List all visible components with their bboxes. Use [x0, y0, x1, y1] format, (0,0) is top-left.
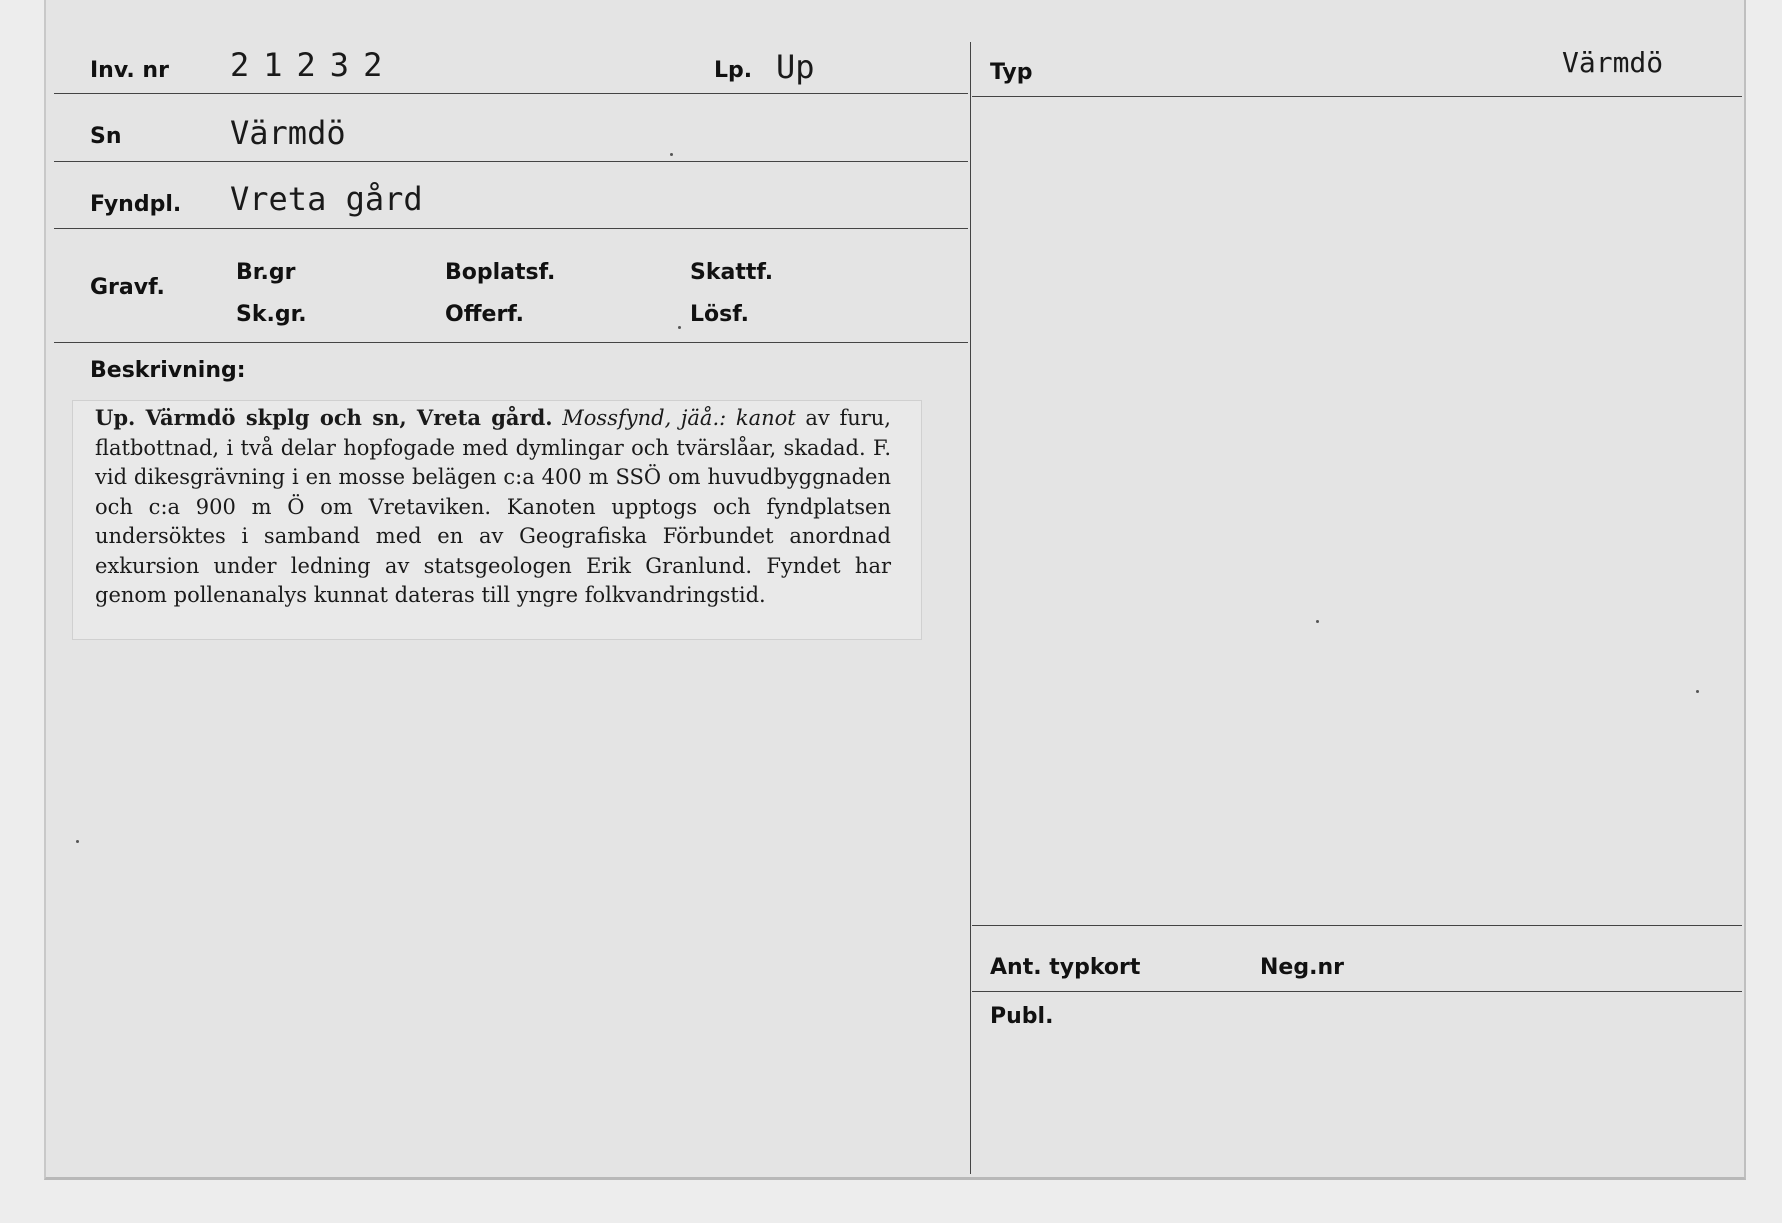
- beskrivning-label: Beskrivning:: [90, 358, 246, 383]
- sn-value: Värmdö: [230, 114, 346, 152]
- sn-label: Sn: [90, 124, 122, 149]
- rule-typkort-top: [972, 925, 1742, 926]
- lp-label: Lp.: [714, 58, 753, 83]
- scan-speck: [76, 840, 79, 843]
- gravf-label: Gravf.: [90, 275, 165, 300]
- lp-value: Up: [776, 48, 815, 86]
- skgr-label: Sk.gr.: [236, 302, 307, 327]
- rule-fyndpl: [54, 228, 968, 229]
- inv-nr-label: Inv. nr: [90, 58, 169, 83]
- rule-inv: [54, 93, 968, 94]
- inv-nr-value: 21232: [230, 46, 397, 84]
- typ-value: Värmdö: [1562, 46, 1664, 79]
- rule-gravf: [54, 342, 968, 343]
- publ-label: Publ.: [990, 1004, 1054, 1029]
- description-slip: [72, 400, 922, 640]
- scan-speck: [1316, 620, 1319, 623]
- typ-label: Typ: [990, 60, 1033, 85]
- column-divider: [970, 42, 971, 1174]
- scan-speck: [1696, 690, 1699, 693]
- fyndpl-label: Fyndpl.: [90, 192, 182, 217]
- brgr-label: Br.gr: [236, 260, 296, 285]
- description-italic: Mossfynd, jäå.: kanot: [562, 406, 796, 430]
- description-body: av furu, flatbottnad, i två delar hopfogade med dymlingar och tvärslåar, skadad. F. vid dikesgrävning i en mosse belägen c:a 400 m SSÖ om huvudbyggnaden och c:a 900 m Ö om Vretaviken. Kanoten upptogs och fyndplatsen undersöktes i samband med en av Geografiska Förbundet anordnad exkursion under ledning av statsgeologen Erik Granlund. Fyndet har genom pollenanalys kunnat dateras till yngre folkvandringstid.: [95, 406, 891, 607]
- rule-typ: [972, 96, 1742, 97]
- neg-nr-label: Neg.nr: [1260, 955, 1344, 980]
- boplatsf-label: Boplatsf.: [445, 260, 556, 285]
- scan-speck: [678, 326, 681, 329]
- losf-label: Lösf.: [690, 302, 749, 327]
- rule-sn: [54, 161, 968, 162]
- skattf-label: Skattf.: [690, 260, 774, 285]
- rule-typkort-bottom: [972, 991, 1742, 992]
- description-lead: Up. Värmdö skplg och sn, Vreta gård.: [95, 405, 553, 430]
- fyndpl-value: Vreta gård: [230, 180, 423, 218]
- offerf-label: Offerf.: [445, 302, 525, 327]
- ant-typkort-label: Ant. typkort: [990, 955, 1141, 980]
- scan-speck: [670, 153, 673, 156]
